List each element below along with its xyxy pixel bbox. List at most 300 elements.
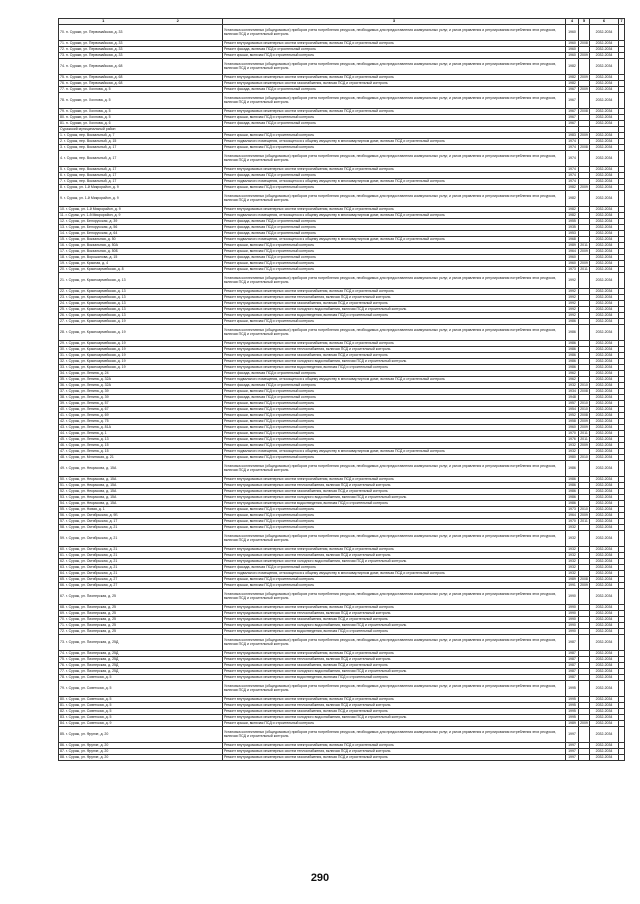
row-number: 79.	[60, 685, 65, 690]
planned-period-cell: 2032-2034	[590, 376, 619, 382]
row-address: г. Сураж, ул. Советская, д. 5	[65, 708, 112, 713]
work-cell: Ремонт внутридомовых инженерных систем газоснабжения, включая ПСД и строительный контроль	[223, 708, 566, 714]
row-number: 4.	[60, 155, 63, 160]
last-repair-cell	[579, 272, 590, 288]
row-number: 86.	[60, 742, 65, 747]
year-cell: 1960	[566, 52, 579, 58]
row-address: г. Сураж, ул. Красноармейская, д. 13	[65, 306, 126, 311]
last-repair-cell	[579, 754, 590, 760]
planned-period-cell: 2032-2034	[590, 86, 619, 92]
planned-period-cell: 2032-2034	[590, 178, 619, 184]
row-number: 74.	[60, 63, 65, 68]
planned-period-cell: 2032-2034	[590, 312, 619, 318]
work-cell: Установка коллективных (общедомовых) приборов учета потребления ресурсов, необходимых для предоставления коммунальных услуг, и узлов управления и регулирования потребления этих ресурсов, включая ПСД и строительный контроль	[223, 190, 566, 206]
row-number: 10.	[60, 206, 65, 211]
row-address: г. Сураж, ул. Пионерская, д. 25	[65, 616, 116, 621]
row-address: г. Сураж, пер. Вокзальный, д. 17	[63, 144, 117, 149]
work-cell: Ремонт крыши, включая ПСД и строительный контроль	[223, 184, 566, 190]
work-cell: Ремонт крыши, включая ПСД и строительный контроль	[223, 318, 566, 324]
year-cell: 1932	[566, 448, 579, 454]
row-address: г. Сураж, ул. Октябрьская, д. 21	[65, 558, 118, 563]
table-row	[59, 634, 625, 650]
work-cell: Ремонт фасада, включая ПСД и строительный контроль	[223, 370, 566, 376]
planned-period-cell: 2032-2034	[590, 318, 619, 324]
row-address: г. Сураж, ул. Советская, д. 5	[65, 702, 112, 707]
work-cell: Ремонт внутридомовых инженерных систем газоснабжения, включая ПСД и строительный контроль	[223, 662, 566, 668]
row-address: г. Сураж, ул. Ворошилова, д. 15	[65, 254, 118, 259]
table-row	[59, 754, 625, 760]
planned-period-cell: 2032-2034	[590, 418, 619, 424]
planned-period-cell: 2032-2034	[590, 324, 619, 340]
work-cell: Установка коллективных (общедомовых) приборов учета потребления ресурсов, необходимых для предоставления коммунальных услуг, и узлов управления и регулирования потребления этих ресурсов, включая ПСД и строительный контроль	[223, 530, 566, 546]
planned-period-cell: 2032-2034	[590, 412, 619, 418]
row-number: 3.	[60, 144, 63, 149]
row-address: г. Сураж, ул. Ленина, д. 39	[65, 388, 109, 393]
row-address: г. Сураж, ул. Ленина, д. 75	[65, 418, 109, 423]
work-cell: Ремонт фасада, включая ПСД и строительный контроль	[223, 254, 566, 260]
address-cell	[59, 726, 223, 742]
planned-period-cell: 2032-2034	[590, 138, 619, 144]
year-cell: 1987	[566, 650, 579, 656]
planned-period-cell: 2032-2034	[590, 604, 619, 610]
work-cell: Ремонт внутридомовых инженерных систем электроснабжения, включая ПСД и строительный контроль	[223, 288, 566, 294]
year-cell: 1973	[566, 266, 579, 272]
row-number: 15.	[60, 236, 65, 241]
planned-period-cell: 2032-2034	[590, 564, 619, 570]
work-cell: Установка коллективных (общедомовых) приборов учета потребления ресурсов, необходимых для предоставления коммунальных услуг, и узлов управления и регулирования потребления этих ресурсов, включая ПСД и строительный контроль	[223, 726, 566, 742]
planned-period-cell: 2032-2034	[590, 400, 619, 406]
year-cell: 1986	[566, 500, 579, 506]
row-address: г. Сураж, ул. Фрунзе, д. 20	[65, 742, 109, 747]
year-cell: 1967	[566, 120, 579, 126]
planned-period-cell: 2032-2034	[590, 382, 619, 388]
row-number: 29.	[60, 340, 65, 345]
work-cell: Ремонт внутридомовых инженерных систем теплоснабжения, включая ПСД и строительный контроль	[223, 656, 566, 662]
work-cell: Ремонт внутридомовых инженерных систем газоснабжения, включая ПСД и строительный контроль	[223, 80, 566, 86]
planned-period-cell: 2032-2034	[590, 512, 619, 518]
header-address-label: 2	[176, 18, 179, 23]
row-number: 40.	[60, 406, 65, 411]
address-cell	[59, 190, 223, 206]
work-cell: Ремонт крыши, включая ПСД и строительный контроль	[223, 406, 566, 412]
year-cell: 1987	[566, 656, 579, 662]
extra-cell	[619, 92, 625, 108]
year-cell: 1995	[566, 680, 579, 696]
year-cell: 1997	[566, 726, 579, 742]
year-cell: 1992	[566, 312, 579, 318]
year-cell: 1958	[566, 418, 579, 424]
work-cell: Ремонт внутридомовых инженерных систем водоотведения, включая ПСД и строительный контроль	[223, 674, 566, 680]
work-cell: Ремонт фасада, включая ПСД и строительный контроль	[223, 382, 566, 388]
planned-period-cell: 2032-2034	[590, 708, 619, 714]
row-address: г. Сураж, ул. Красноармейская, д. 19	[65, 364, 126, 369]
address-cell	[59, 460, 223, 476]
row-address: г. Сураж, пер. Вокзальный, д. 15	[63, 138, 117, 143]
year-cell: 1970	[566, 430, 579, 436]
planned-period-cell: 2032-2034	[590, 524, 619, 530]
year-cell: 1932	[566, 558, 579, 564]
planned-period-cell: 2032-2034	[590, 190, 619, 206]
row-number: 57.	[60, 518, 65, 523]
row-number: 41.	[60, 412, 65, 417]
year-cell: 1982	[566, 184, 579, 190]
work-cell: Ремонт внутридомовых инженерных систем электроснабжения, включая ПСД и строительный контроль	[223, 546, 566, 552]
row-number: 77.	[60, 86, 65, 91]
last-repair-cell: 2008	[580, 388, 588, 393]
planned-period-cell: 2032-2034	[590, 248, 619, 254]
last-repair-cell: 2011	[580, 436, 588, 441]
planned-period-cell: 2032-2034	[590, 448, 619, 454]
row-number: 37.	[60, 388, 65, 393]
row-address: п. Сураки, ул. Хохлова, д. 5	[65, 86, 111, 91]
work-cell: Ремонт внутридомовых инженерных систем электроснабжения, включая ПСД и строительный контроль	[223, 476, 566, 482]
row-number: 11.	[60, 212, 65, 217]
row-number: 35.	[60, 376, 65, 381]
row-number: 2.	[60, 138, 63, 143]
row-address: п. Сураки, ул. Первомайская, д. 33	[65, 29, 123, 34]
planned-period-cell: 2032-2034	[590, 184, 619, 190]
work-cell: Ремонт внутридомовых инженерных систем электроснабжения, включая ПСД и строительный контроль	[223, 74, 566, 80]
year-cell: 1932	[566, 442, 579, 448]
planned-period-cell: 2032-2034	[590, 576, 619, 582]
planned-period-cell: 2032-2034	[590, 424, 619, 430]
work-cell: Ремонт подвального помещения, относящегося к общему имуществу в многоквартирном доме, включая ПСД и строительный контроль	[223, 448, 566, 454]
work-cell: Установка коллективных (общедомовых) приборов учета потребления ресурсов, необходимых для предоставления коммунальных услуг, и узлов управления и регулирования потребления этих ресурсов, включая ПСД и строительный контроль	[223, 272, 566, 288]
row-address: г. Сураж, ул. Красноармейская, д. 8	[65, 266, 124, 271]
planned-period-cell: 2032-2034	[590, 668, 619, 674]
row-address: Суражский муниципальный район	[60, 126, 116, 131]
row-number: 44.	[60, 430, 65, 435]
row-address: г. Сураж, ул. Советская, д. 5	[65, 685, 112, 690]
table-body	[59, 24, 625, 760]
year-cell: 1948	[566, 394, 579, 400]
planned-period-cell: 2032-2034	[590, 754, 619, 760]
row-number: 42.	[60, 418, 65, 423]
planned-period-cell: 2032-2034	[590, 506, 619, 512]
year-cell: 1986	[566, 346, 579, 352]
last-repair-cell: 2011	[580, 518, 588, 523]
last-repair-cell: 2010	[580, 454, 588, 459]
row-address: г. Сураж, ул. Красная, д. 4	[65, 260, 109, 265]
row-number: 22.	[60, 288, 65, 293]
planned-period-cell: 2032-2034	[590, 442, 619, 448]
work-cell: Ремонт внутридомовых инженерных систем холодного водоснабжения, включая ПСД и строительный контроль	[223, 622, 566, 628]
year-cell: 1964	[566, 512, 579, 518]
row-address: г. Сураж, ул. Красноармейская, д. 19	[65, 352, 126, 357]
row-number: 61.	[60, 552, 65, 557]
planned-period-cell: 2032-2034	[590, 58, 619, 74]
row-address: г. Сураж, ул. Некрасова, д. 15А	[65, 482, 117, 487]
work-cell: Ремонт крыши, включая ПСД и строительный контроль	[223, 412, 566, 418]
work-cell: Ремонт крыши, включая ПСД и строительный контроль	[223, 114, 566, 120]
work-cell: Ремонт внутридомовых инженерных систем водоотведения, включая ПСД и строительный контроль	[223, 500, 566, 506]
work-cell: Ремонт фасада, включая ПСД и строительный контроль	[223, 230, 566, 236]
planned-period-cell: 2032-2034	[590, 74, 619, 80]
row-number: 73.	[60, 52, 65, 57]
extra-cell	[619, 24, 625, 40]
row-address: г. Сураж, ул. Ленина, д. 1	[65, 430, 107, 435]
planned-period-cell: 2032-2034	[590, 218, 619, 224]
row-address: г. Сураж, ул. Некрасова, д. 15А	[65, 465, 117, 470]
row-address: г. Сураж, ул. Ленина, д. 15	[65, 442, 109, 447]
row-number: 33.	[60, 364, 65, 369]
work-cell: Ремонт крыши, включая ПСД и строительный контроль	[223, 524, 566, 530]
work-cell: Ремонт внутридомовых инженерных систем теплоснабжения, включая ПСД и строительный контроль	[223, 552, 566, 558]
planned-period-cell: 2032-2034	[590, 656, 619, 662]
year-cell: 1995	[566, 702, 579, 708]
row-address: п. Сураки, ул. Первомайская, д. 33	[65, 52, 123, 57]
extra-cell	[619, 530, 625, 546]
year-cell: 1995	[566, 714, 579, 720]
year-cell: 1976	[566, 436, 579, 442]
work-cell: Ремонт внутридомовых инженерных систем газоснабжения, включая ПСД и строительный контроль	[223, 300, 566, 306]
planned-period-cell: 2032-2034	[590, 24, 619, 40]
header-cell-work: 3	[223, 19, 566, 25]
row-address: г. Сураж, ул. 1-й Микрорайон, д. 9	[63, 195, 119, 200]
last-repair-cell: 2009	[580, 260, 588, 265]
work-cell: Ремонт подвального помещения, относящегося к общему имуществу в многоквартирном доме, включая ПСД и строительный контроль	[223, 236, 566, 242]
row-number: 7.	[60, 178, 63, 183]
row-address: г. Сураж, ул. Красноармейская, д. 13	[65, 300, 126, 305]
row-number: 82.	[60, 708, 65, 713]
row-address: г. Сураж, ул. Пионерская, д. 25	[65, 610, 116, 615]
work-cell: Установка коллективных (общедомовых) приборов учета потребления ресурсов, необходимых для предоставления коммунальных услуг, и узлов управления и регулирования потребления этих ресурсов, включая ПСД и строительный контроль	[223, 680, 566, 696]
year-cell: 1986	[566, 482, 579, 488]
year-cell: 1932	[566, 524, 579, 530]
table-row	[59, 24, 625, 40]
planned-period-cell: 2032-2034	[590, 650, 619, 656]
planned-period-cell: 2032-2034	[590, 680, 619, 696]
planned-period-cell: 2032-2034	[590, 742, 619, 748]
work-cell: Ремонт внутридомовых инженерных систем электроснабжения, включая ПСД и строительный контроль	[223, 166, 566, 172]
year-cell: 1932	[566, 546, 579, 552]
row-number: 8.	[60, 184, 63, 189]
planned-period-cell: 2032-2034	[590, 46, 619, 52]
header-num-label: 1	[102, 18, 105, 23]
year-cell: 1997	[566, 754, 579, 760]
planned-period-cell: 2032-2034	[590, 288, 619, 294]
planned-period-cell: 2032-2034	[590, 720, 619, 726]
document-sheet	[58, 18, 624, 761]
row-number: 65.	[60, 576, 65, 581]
row-number: 38.	[60, 394, 65, 399]
row-address: г. Сураж, ул. Мглинская, д. 21	[65, 454, 114, 459]
planned-period-cell: 2032-2034	[590, 294, 619, 300]
row-address: г. Сураж, пер. Вокзальный, д. 7	[63, 132, 115, 137]
row-number: 84.	[60, 720, 65, 725]
work-cell: Установка коллективных (общедомовых) приборов учета потребления ресурсов, необходимых для предоставления коммунальных услуг, и узлов управления и регулирования потребления этих ресурсов, включая ПСД и строительный контроль	[223, 324, 566, 340]
row-number: 60.	[60, 546, 65, 551]
work-cell: Ремонт внутридомовых инженерных систем водоотведения, включая ПСД и строительный контроль	[223, 312, 566, 318]
header-cell-last-repair: 5	[579, 19, 590, 25]
work-cell: Ремонт внутридомовых инженерных систем теплоснабжения, включая ПСД и строительный контроль	[223, 748, 566, 754]
planned-period-cell: 2032-2034	[590, 628, 619, 634]
last-repair-cell	[579, 726, 590, 742]
last-repair-cell: 2010	[580, 382, 588, 387]
year-cell: 1990	[566, 622, 579, 628]
row-address: п. Сураки, ул. Первомайская, д. 33	[65, 46, 123, 51]
row-address: г. Сураж, ул. Ленина, д. 67	[65, 406, 109, 411]
year-cell: 1986	[566, 358, 579, 364]
work-cell: Ремонт крыши, включая ПСД и строительный контроль	[223, 442, 566, 448]
work-cell: Ремонт подвального помещения, относящегося к общему имуществу в многоквартирном доме, включая ПСД и строительный контроль	[223, 212, 566, 218]
work-cell: Ремонт крыши, включая ПСД и строительный контроль	[223, 430, 566, 436]
work-cell: Ремонт крыши, включая ПСД и строительный контроль	[223, 518, 566, 524]
year-cell: 1989	[566, 576, 579, 582]
row-address: г. Сураж, ул. Красноармейская, д. 19	[65, 318, 126, 323]
work-cell: Ремонт крыши, включая ПСД и строительный контроль	[223, 512, 566, 518]
planned-period-cell: 2032-2034	[590, 518, 619, 524]
planned-period-cell: 2032-2034	[590, 340, 619, 346]
row-address: г. Сураж, пер. Вокзальный, д. 17	[63, 178, 117, 183]
extra-cell	[619, 588, 625, 604]
planned-period-cell: 2032-2034	[590, 494, 619, 500]
planned-period-cell: 2032-2034	[590, 460, 619, 476]
table-row	[59, 92, 625, 108]
row-number: 76.	[60, 80, 65, 85]
work-cell: Ремонт подвального помещения, относящегося к общему имуществу в многоквартирном доме, включая ПСД и строительный контроль	[223, 138, 566, 144]
planned-period-cell: 2032-2034	[590, 558, 619, 564]
year-cell: 1982	[566, 74, 579, 80]
year-cell: 1953	[566, 230, 579, 236]
year-cell: 1974	[566, 144, 579, 150]
year-cell: 1967	[566, 92, 579, 108]
year-cell: 1989	[566, 242, 579, 248]
planned-period-cell: 2032-2034	[590, 272, 619, 288]
row-number: 28.	[60, 329, 65, 334]
row-address: г. Сураж, ул. Октябрьская, д. 21	[65, 570, 118, 575]
row-address: г. Сураж, ул. Красноармейская, д. 19	[65, 358, 126, 363]
planned-period-cell: 2032-2034	[590, 674, 619, 680]
planned-period-cell: 2032-2034	[590, 132, 619, 138]
year-cell: 1986	[566, 460, 579, 476]
work-cell: Ремонт внутридомовых инженерных систем холодного водоснабжения, включая ПСД и строительный контроль	[223, 306, 566, 312]
work-cell: Ремонт крыши, включая ПСД и строительный контроль	[223, 260, 566, 266]
row-number: 6.	[60, 172, 63, 177]
planned-period-cell: 2032-2034	[590, 346, 619, 352]
header-cell-year: 4	[566, 19, 579, 25]
row-number: 39.	[60, 400, 65, 405]
year-cell: 1967	[566, 86, 579, 92]
planned-period-cell: 2032-2034	[590, 80, 619, 86]
row-address: г. Сураж, ул. Октябрьская, д. 17	[65, 518, 118, 523]
year-cell: 1974	[566, 178, 579, 184]
last-repair-cell: 2009	[580, 184, 588, 189]
work-cell: Ремонт крыши, включая ПСД и строительный контроль	[223, 436, 566, 442]
work-cell: Ремонт крыши, включая ПСД и строительный контроль	[223, 144, 566, 150]
work-cell: Установка коллективных (общедомовых) приборов учета потребления ресурсов, необходимых для предоставления коммунальных услуг, и узлов управления и регулирования потребления этих ресурсов, включая ПСД и строительный контроль	[223, 634, 566, 650]
work-cell: Ремонт внутридомовых инженерных систем электроснабжения, включая ПСД и строительный контроль	[223, 340, 566, 346]
year-cell: 1990	[566, 616, 579, 622]
year-cell: 1970	[566, 518, 579, 524]
year-cell: 1960	[566, 260, 579, 266]
year-cell: 1995	[566, 708, 579, 714]
work-cell: Ремонт фасада, включая ПСД и строительный контроль	[223, 46, 566, 52]
work-cell: Ремонт внутридомовых инженерных систем электроснабжения, включая ПСД и строительный контроль	[223, 696, 566, 702]
planned-period-cell: 2032-2034	[590, 144, 619, 150]
last-repair-cell: 2011	[580, 266, 588, 271]
extra-cell	[619, 634, 625, 650]
row-number: 75.	[60, 656, 65, 661]
work-cell: Ремонт крыши, включая ПСД и строительный контроль	[223, 424, 566, 430]
last-repair-cell: 2009	[580, 74, 588, 79]
row-number: 25.	[60, 306, 65, 311]
year-cell: 1932	[566, 570, 579, 576]
work-cell: Ремонт внутридомовых инженерных систем теплоснабжения, включая ПСД и строительный контроль	[223, 346, 566, 352]
row-number: 5.	[60, 166, 63, 171]
row-number: 70.	[60, 29, 65, 34]
year-cell: 1987	[566, 674, 579, 680]
work-cell: Установка коллективных (общедомовых) приборов учета потребления ресурсов, необходимых для предоставления коммунальных услуг, и узлов управления и регулирования потребления этих ресурсов, включая ПСД и строительный контроль	[223, 460, 566, 476]
row-number: 81.	[60, 120, 65, 125]
row-number: 72.	[60, 46, 65, 51]
row-number: 67.	[60, 593, 65, 598]
extra-cell	[619, 272, 625, 288]
last-repair-cell: 2010	[580, 406, 588, 411]
year-cell: 1968	[566, 236, 579, 242]
year-cell: 1983	[566, 132, 579, 138]
row-address: г. Сураж, ул. Советская, д. 5	[65, 696, 112, 701]
work-cell: Ремонт фасада, включая ПСД и строительный контроль	[223, 218, 566, 224]
work-cell: Ремонт подвального помещения, относящегося к общему имуществу в многоквартирном доме, включая ПСД и строительный контроль	[223, 178, 566, 184]
row-number: 64.	[60, 570, 65, 575]
row-address: г. Сураж, ул. Пионерская, д. 25Д	[65, 668, 119, 673]
planned-period-cell: 2032-2034	[590, 212, 619, 218]
page-number: 290	[310, 872, 330, 884]
planned-period-cell: 2032-2034	[590, 488, 619, 494]
row-number: 36.	[60, 382, 65, 387]
row-address: г. Сураж, ул. Некрасова, д. 15А	[65, 500, 117, 505]
row-address: г. Сураж, пер. Вокзальный, д. 17	[63, 166, 117, 171]
work-cell: Ремонт крыши, включая ПСД и строительный контроль	[223, 720, 566, 726]
year-cell: 1967	[566, 108, 579, 114]
year-cell: 1995	[566, 696, 579, 702]
row-address: г. Сураж, ул. Октябрьская, д. 21	[65, 535, 118, 540]
row-address: г. Сураж, ул. Красноармейская, д. 13	[65, 277, 126, 282]
row-number: 18.	[60, 254, 65, 259]
row-address: п. Сураки, ул. Хохлова, д. 5	[65, 114, 111, 119]
row-address: г. Сураж, ул. Красноармейская, д. 19	[65, 340, 126, 345]
row-number: 78.	[60, 674, 65, 679]
row-address: г. Сураж, ул. Октябрьская, д. 9Б	[65, 512, 118, 517]
row-number: 63.	[60, 564, 65, 569]
work-cell: Ремонт крыши, включая ПСД и строительный контроль	[223, 388, 566, 394]
year-cell: 1986	[566, 488, 579, 494]
last-repair-cell: 2009	[580, 582, 588, 587]
row-address: г. Сураж, ул. Вокзальная, д. 50А	[65, 242, 118, 247]
year-cell: 1990	[566, 604, 579, 610]
row-address: г. Сураж, ул. Фрунзе, д. 20	[65, 754, 109, 759]
year-cell: 1964	[566, 248, 579, 254]
row-number: 30.	[60, 346, 65, 351]
row-number: 88.	[60, 754, 65, 759]
work-cell: Ремонт внутридомовых инженерных систем холодного водоснабжения, включая ПСД и строительный контроль	[223, 714, 566, 720]
row-address: г. Сураж, ул. Советская, д. 5	[65, 674, 112, 679]
year-cell: 1932	[566, 382, 579, 388]
row-number: 45.	[60, 436, 65, 441]
row-number: 31.	[60, 352, 65, 357]
row-number: 78.	[60, 97, 65, 102]
planned-period-cell: 2032-2034	[590, 172, 619, 178]
row-number: 17.	[60, 248, 65, 253]
row-number: 16.	[60, 242, 65, 247]
row-number: 62.	[60, 558, 65, 563]
row-number: 85.	[60, 731, 65, 736]
row-address: г. Сураж, ул. Вокзальная, д. 50Б	[65, 248, 118, 253]
address-cell	[59, 588, 223, 604]
last-repair-cell: 2008	[580, 40, 588, 45]
row-number: 52.	[60, 488, 65, 493]
